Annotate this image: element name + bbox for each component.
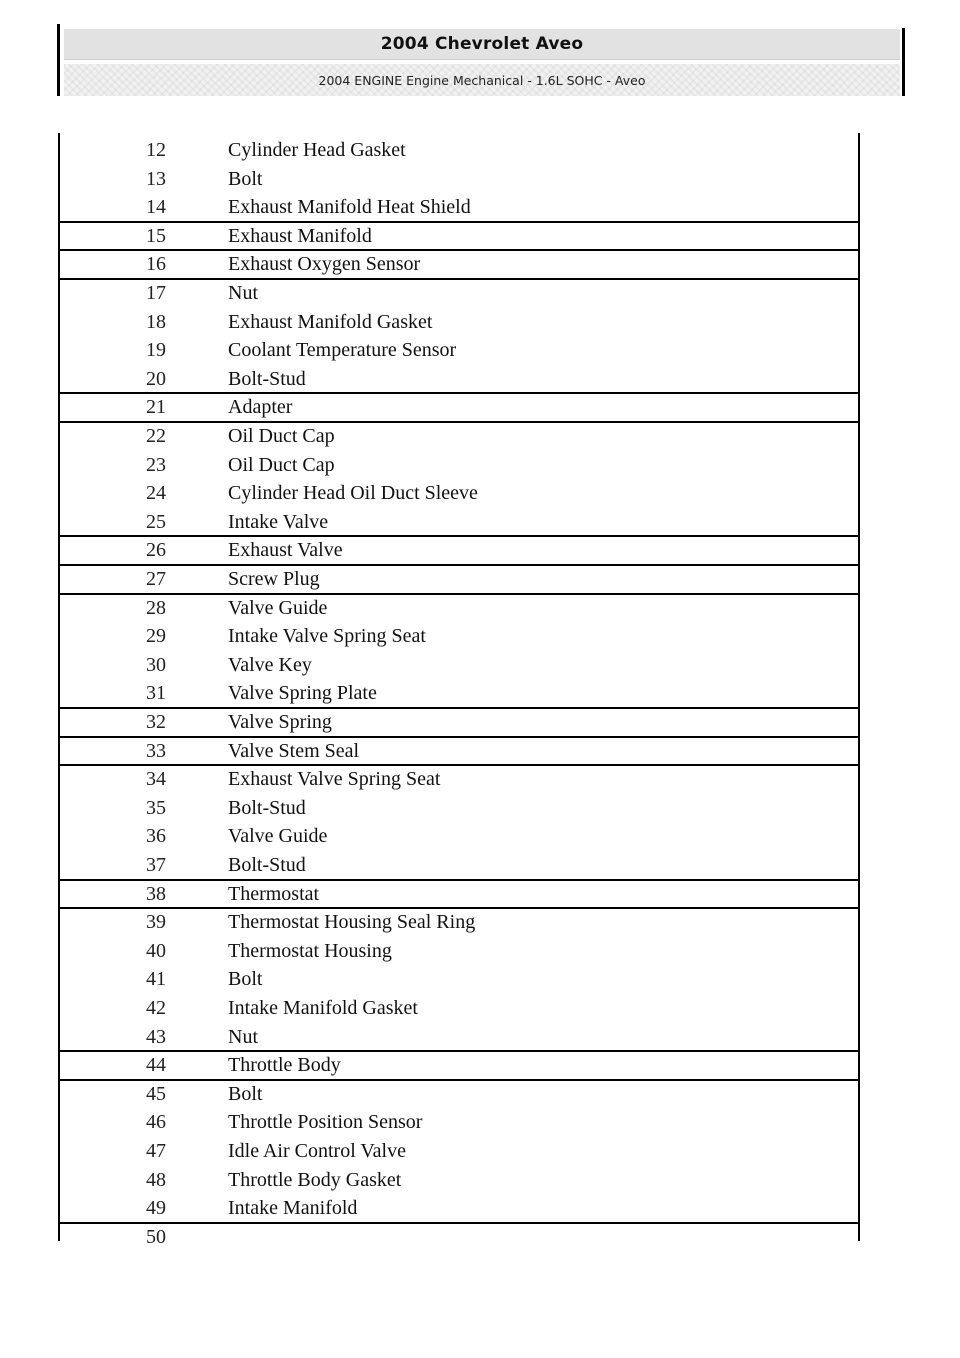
table-row xyxy=(60,765,858,794)
part-number: 43 xyxy=(146,1025,166,1048)
part-number: 48 xyxy=(146,1168,166,1191)
row-divider xyxy=(60,879,858,881)
document-subtitle: 2004 ENGINE Engine Mechanical - 1.6L SOHC - Aveo xyxy=(64,64,900,96)
table-row xyxy=(60,1166,858,1195)
row-divider xyxy=(60,764,858,766)
table-row xyxy=(60,365,858,394)
row-divider xyxy=(60,564,858,566)
part-number: 35 xyxy=(146,796,166,819)
row-divider xyxy=(60,421,858,423)
part-number: 40 xyxy=(146,939,166,962)
table-row xyxy=(60,336,858,365)
table-row xyxy=(60,708,858,737)
table-row xyxy=(60,622,858,651)
part-description: Oil Duct Cap xyxy=(228,425,335,447)
table-row xyxy=(60,250,858,279)
part-description: Valve Guide xyxy=(228,825,328,848)
table-row xyxy=(60,822,858,851)
part-number: 49 xyxy=(146,1197,166,1220)
part-description: Cylinder Head Gasket xyxy=(228,139,406,161)
row-divider xyxy=(60,221,858,223)
part-number: 39 xyxy=(146,911,166,934)
part-number: 27 xyxy=(146,568,166,590)
part-number: 30 xyxy=(146,653,166,676)
part-number: 31 xyxy=(146,682,166,705)
table-row xyxy=(60,165,858,194)
part-number: 33 xyxy=(146,739,166,762)
part-description: Valve Spring xyxy=(228,711,332,733)
part-description: Valve Guide xyxy=(228,596,328,619)
part-number: 22 xyxy=(146,425,166,447)
row-divider xyxy=(60,392,858,394)
document-header xyxy=(64,29,900,96)
part-description: Bolt xyxy=(228,1082,263,1105)
parts-table xyxy=(58,133,860,1248)
part-number: 36 xyxy=(146,825,166,848)
part-number: 34 xyxy=(146,768,166,791)
part-description: Exhaust Manifold xyxy=(228,224,372,247)
table-row xyxy=(60,193,858,222)
document-title: 2004 Chevrolet Aveo xyxy=(64,29,900,60)
table-row xyxy=(60,1223,858,1252)
banner-right-border xyxy=(902,28,905,96)
part-description: Valve Stem Seal xyxy=(228,739,360,762)
part-description: Bolt-Stud xyxy=(228,854,306,876)
row-divider xyxy=(60,736,858,738)
part-description: Adapter xyxy=(228,396,293,419)
table-row xyxy=(60,508,858,537)
part-number: 46 xyxy=(146,1111,166,1134)
row-divider xyxy=(60,1079,858,1081)
table-row xyxy=(60,136,858,165)
table-row xyxy=(60,422,858,451)
table-row xyxy=(60,737,858,766)
part-number: 16 xyxy=(146,253,166,276)
row-divider xyxy=(60,907,858,909)
table-row xyxy=(60,565,858,594)
part-description: Bolt xyxy=(228,167,263,190)
part-number: 20 xyxy=(146,367,166,390)
part-description: Valve Spring Plate xyxy=(228,682,377,705)
table-row xyxy=(60,451,858,480)
part-description: Throttle Body Gasket xyxy=(228,1168,402,1191)
part-description: Exhaust Valve Spring Seat xyxy=(228,768,441,791)
table-row xyxy=(60,1023,858,1052)
part-number: 19 xyxy=(146,339,166,362)
part-description: Intake Valve Spring Seat xyxy=(228,625,426,648)
table-row xyxy=(60,794,858,823)
part-number: 42 xyxy=(146,997,166,1019)
part-number: 41 xyxy=(146,968,166,991)
part-number: 12 xyxy=(146,139,166,161)
table-row xyxy=(60,851,858,880)
part-description: Oil Duct Cap xyxy=(228,453,335,476)
part-description: Exhaust Valve xyxy=(228,539,343,562)
part-number: 26 xyxy=(146,539,166,562)
row-divider xyxy=(60,1222,858,1224)
part-number: 50 xyxy=(146,1225,166,1248)
part-description: Thermostat Housing xyxy=(228,939,392,962)
row-divider xyxy=(60,1050,858,1052)
part-number: 18 xyxy=(146,310,166,333)
table-row xyxy=(60,965,858,994)
part-number: 23 xyxy=(146,453,166,476)
part-description: Exhaust Manifold Heat Shield xyxy=(228,196,471,219)
table-row xyxy=(60,651,858,680)
row-divider xyxy=(60,593,858,595)
table-row xyxy=(60,908,858,937)
row-divider xyxy=(60,278,858,280)
part-description: Intake Manifold Gasket xyxy=(228,997,418,1019)
table-row xyxy=(60,1108,858,1137)
part-description: Thermostat xyxy=(228,882,320,905)
table-row xyxy=(60,937,858,966)
table-row xyxy=(60,1080,858,1109)
table-row xyxy=(60,1051,858,1080)
table-row xyxy=(60,1137,858,1166)
table-row xyxy=(60,479,858,508)
table-row xyxy=(60,393,858,422)
part-number: 45 xyxy=(146,1082,166,1105)
part-description: Throttle Body xyxy=(228,1054,341,1077)
table-row xyxy=(60,679,858,708)
part-number: 17 xyxy=(146,282,166,304)
table-row xyxy=(60,1194,858,1223)
table-row xyxy=(60,536,858,565)
part-description: Intake Manifold xyxy=(228,1197,358,1220)
part-number: 25 xyxy=(146,510,166,533)
part-number: 37 xyxy=(146,854,166,876)
part-number: 15 xyxy=(146,224,166,247)
part-description: Bolt-Stud xyxy=(228,796,306,819)
part-description: Cylinder Head Oil Duct Sleeve xyxy=(228,482,478,505)
part-description: Valve Key xyxy=(228,653,312,676)
table-row xyxy=(60,308,858,337)
part-description: Coolant Temperature Sensor xyxy=(228,339,457,362)
part-description: Intake Valve xyxy=(228,510,329,533)
part-number: 38 xyxy=(146,882,166,905)
part-description: Bolt-Stud xyxy=(228,367,306,390)
table-row xyxy=(60,880,858,909)
part-description: Exhaust Oxygen Sensor xyxy=(228,253,421,276)
part-number: 14 xyxy=(146,196,166,219)
part-description: Screw Plug xyxy=(228,568,320,590)
row-divider xyxy=(60,707,858,709)
part-description: Exhaust Manifold Gasket xyxy=(228,310,433,333)
table-row xyxy=(60,222,858,251)
part-number: 13 xyxy=(146,167,166,190)
table-row xyxy=(60,994,858,1023)
part-description: Nut xyxy=(228,1025,258,1048)
part-description: Idle Air Control Valve xyxy=(228,1140,406,1162)
part-description: Nut xyxy=(228,282,258,304)
part-description: Thermostat Housing Seal Ring xyxy=(228,911,476,934)
part-number: 29 xyxy=(146,625,166,648)
part-number: 28 xyxy=(146,596,166,619)
table-row xyxy=(60,279,858,308)
row-divider xyxy=(60,249,858,251)
part-number: 24 xyxy=(146,482,166,505)
row-divider xyxy=(60,535,858,537)
part-description: Bolt xyxy=(228,968,263,991)
part-number: 32 xyxy=(146,711,166,733)
table-row xyxy=(60,594,858,623)
banner-left-border xyxy=(57,24,60,96)
part-number: 44 xyxy=(146,1054,166,1077)
part-description: Throttle Position Sensor xyxy=(228,1111,423,1134)
part-number: 21 xyxy=(146,396,166,419)
part-number: 47 xyxy=(146,1140,166,1162)
